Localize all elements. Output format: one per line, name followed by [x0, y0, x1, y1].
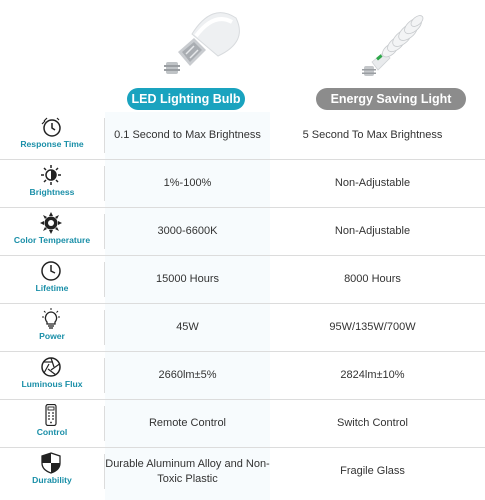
table-row: [0, 207, 485, 255]
shield-icon: [40, 452, 62, 474]
table-row: [0, 159, 485, 207]
cfl-value: Fragile Glass: [340, 465, 405, 477]
feature-cell: [0, 256, 104, 303]
table-row: [0, 351, 485, 399]
cfl-value: Switch Control: [337, 417, 408, 429]
feature-label: Brightness: [29, 187, 75, 197]
comparison-header: [0, 0, 485, 128]
led-value: 0.1 Second to Max Brightness: [114, 129, 261, 141]
led-value: 1%-100%: [163, 177, 212, 189]
clock-icon: [40, 260, 62, 282]
clock-fast-icon: [40, 116, 62, 138]
sun-gear-icon: [40, 212, 62, 234]
cfl-value: 5 Second To Max Brightness: [302, 129, 443, 141]
feature-label: Luminous Flux: [21, 379, 83, 389]
table-row: [0, 399, 485, 447]
led-value: 45W: [176, 321, 199, 333]
table-row: [0, 447, 485, 495]
feature-label: Lifetime: [35, 283, 69, 293]
cfl-value: Non-Adjustable: [334, 225, 411, 237]
feature-label: Durability: [32, 475, 72, 485]
feature-cell: [0, 400, 104, 447]
led-bulb-image: [160, 8, 242, 80]
remote-icon: [40, 404, 62, 426]
feature-label: Color Temperature: [13, 235, 91, 245]
table-row: [0, 112, 485, 159]
feature-cell: [0, 304, 104, 351]
cfl-value: 95W/135W/700W: [329, 321, 416, 333]
led-value: 15000 Hours: [156, 273, 219, 285]
feature-cell: [0, 352, 104, 399]
led-value: Remote Control: [148, 417, 227, 429]
led-value: 2660lm±5%: [158, 369, 217, 381]
comparison-table: [0, 112, 485, 495]
feature-cell: [0, 112, 104, 159]
feature-label: Control: [36, 427, 68, 437]
feature-cell: [0, 160, 104, 207]
feature-label: Power: [39, 331, 65, 341]
table-row: [0, 303, 485, 351]
brightness-icon: [40, 164, 62, 186]
led-value: 3000-6600K: [157, 225, 218, 237]
cfl-column-header: Energy Saving Light Bulb: [316, 88, 466, 110]
table-row: [0, 255, 485, 303]
cfl-value: 8000 Hours: [344, 273, 401, 285]
aperture-icon: [40, 356, 62, 378]
cfl-value: 2824lm±10%: [340, 369, 405, 381]
feature-cell: [0, 448, 104, 495]
led-column-header: LED Lighting Bulb: [127, 88, 245, 110]
lightbulb-icon: [40, 308, 62, 330]
cfl-value: Non-Adjustable: [334, 177, 411, 189]
feature-cell: [0, 208, 104, 255]
cfl-bulb-image: [362, 12, 424, 82]
feature-label: Response Time: [20, 139, 84, 149]
led-value: Durable Aluminum Alloy and Non-Toxic Plastic: [105, 457, 270, 485]
